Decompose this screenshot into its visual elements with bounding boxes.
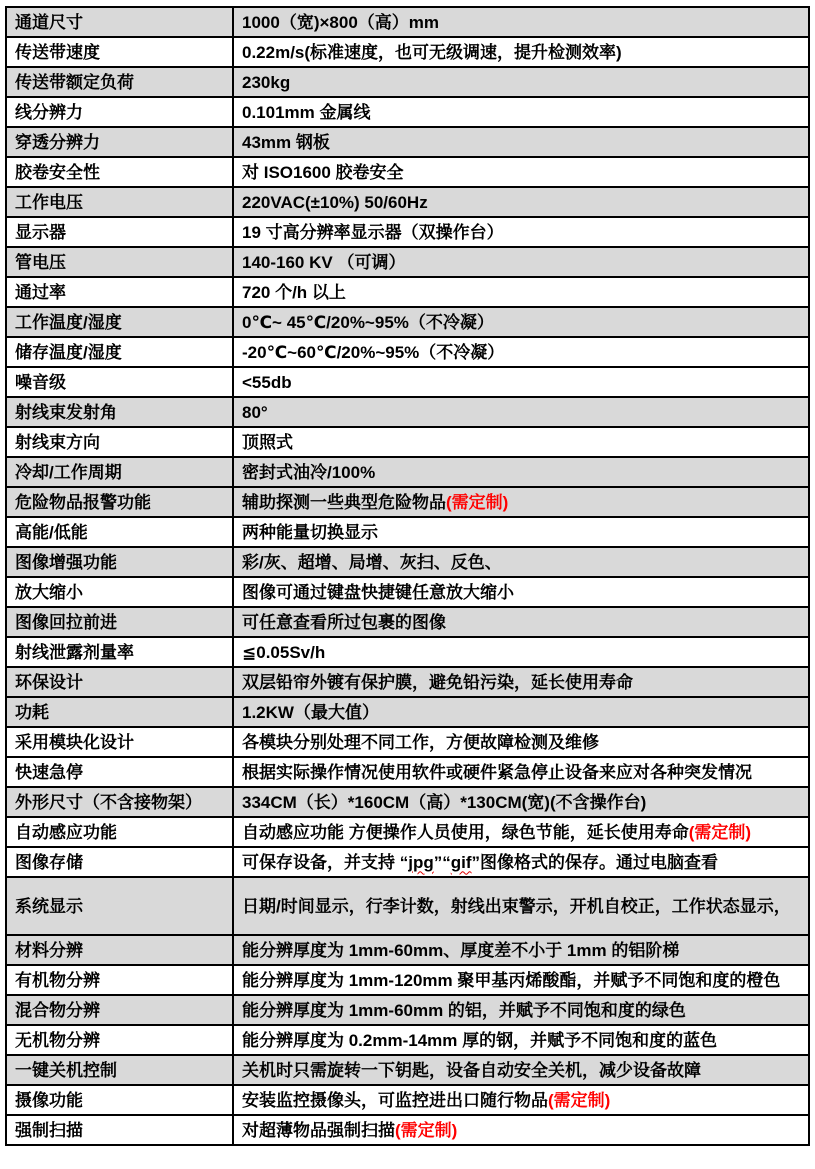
spec-name: 传送带额定负荷 bbox=[15, 72, 134, 92]
spec-value-segment: 可保存设备，并支持 “ bbox=[242, 852, 409, 872]
spec-value-segment: 根据实际操作情况使用软件或硬件紧急停止设备来应对各种突发情况 bbox=[242, 762, 752, 782]
spec-name: 环保设计 bbox=[15, 672, 83, 692]
table-row bbox=[6, 847, 809, 877]
table-row bbox=[6, 97, 809, 127]
spec-value-cell bbox=[233, 427, 809, 457]
spec-value-cell bbox=[233, 727, 809, 757]
spec-value-cell bbox=[233, 547, 809, 577]
table-row bbox=[6, 67, 809, 97]
spec-name: 线分辨力 bbox=[15, 102, 83, 122]
spec-name: 图像增强功能 bbox=[15, 552, 117, 572]
table-row bbox=[6, 427, 809, 457]
table-row bbox=[6, 757, 809, 787]
spec-value-segment: 43mm 钢板 bbox=[242, 132, 330, 152]
table-row bbox=[6, 127, 809, 157]
spec-name: 通道尺寸 bbox=[15, 12, 83, 32]
spec-value-cell bbox=[233, 157, 809, 187]
spec-name-cell bbox=[6, 637, 233, 667]
spec-name-cell bbox=[6, 607, 233, 637]
spec-name-cell bbox=[6, 247, 233, 277]
spec-value-cell bbox=[233, 217, 809, 247]
spec-name-cell bbox=[6, 367, 233, 397]
spec-name: 一键关机控制 bbox=[15, 1060, 117, 1080]
spec-value-cell bbox=[233, 607, 809, 637]
spec-name: 强制扫描 bbox=[15, 1120, 83, 1140]
spec-value-cell bbox=[233, 487, 809, 517]
spec-value-segment: (需定制) bbox=[446, 492, 509, 512]
spec-value-segment: 图像可通过键盘快捷键任意放大缩小 bbox=[242, 582, 514, 602]
spec-name: 材料分辨 bbox=[15, 940, 83, 960]
table-row bbox=[6, 965, 809, 995]
spec-value-segment: 辅助探测一些典型危险物品 bbox=[242, 492, 446, 512]
spec-value-segment: (需定制) bbox=[688, 822, 752, 842]
spec-value-segment: 19 寸高分辨率显示器（双操作台） bbox=[242, 222, 504, 242]
table-row bbox=[6, 1115, 809, 1145]
spec-value-cell bbox=[233, 847, 809, 877]
spec-name-cell bbox=[6, 217, 233, 247]
spec-value-segment: 能分辨厚度为 1mm-120mm 聚甲基丙烯酸酯，并赋予不同饱和度的橙色 bbox=[242, 970, 781, 990]
spec-name-cell bbox=[6, 307, 233, 337]
spec-value-segment: 顶照式 bbox=[242, 432, 293, 452]
spec-name-cell bbox=[6, 187, 233, 217]
spec-value-cell bbox=[233, 667, 809, 697]
spec-name: 图像回拉前进 bbox=[15, 612, 117, 632]
spec-value-segment: 两种能量切换显示 bbox=[242, 522, 378, 542]
table-row bbox=[6, 157, 809, 187]
spec-value-segment: gif bbox=[450, 852, 472, 872]
spec-value-segment: 1000（宽)×800（高）mm bbox=[242, 12, 440, 32]
spec-value-cell bbox=[233, 757, 809, 787]
spec-name: 混合物分辨 bbox=[15, 1000, 100, 1020]
spec-value-segment: 能分辨厚度为 1mm-60mm、厚度差不小于 1mm 的铝阶梯 bbox=[242, 940, 680, 960]
spec-name: 系统显示 bbox=[15, 896, 83, 916]
table-row bbox=[6, 607, 809, 637]
spec-name-cell bbox=[6, 1115, 233, 1145]
spec-name: 工作电压 bbox=[15, 192, 83, 212]
spec-value-segment: ”图像格式的保存。通过电脑查看 bbox=[471, 852, 719, 872]
table-row bbox=[6, 995, 809, 1025]
spec-name: 工作温度/湿度 bbox=[15, 312, 122, 332]
spec-value-segment: <55db bbox=[242, 372, 292, 392]
spec-value-cell bbox=[233, 367, 809, 397]
spec-value-cell bbox=[233, 995, 809, 1025]
table-row bbox=[6, 1025, 809, 1055]
spec-name-cell bbox=[6, 935, 233, 965]
spec-name-cell bbox=[6, 727, 233, 757]
spec-value-cell bbox=[233, 67, 809, 97]
spec-value-cell bbox=[233, 247, 809, 277]
spec-value-cell bbox=[233, 1055, 809, 1085]
spec-value-segment: 0.22m/s(标准速度，也可无级调速，提升检测效率) bbox=[242, 42, 622, 62]
table-row bbox=[6, 277, 809, 307]
spec-value-cell bbox=[233, 337, 809, 367]
spec-name-cell bbox=[6, 787, 233, 817]
spec-name-cell bbox=[6, 547, 233, 577]
spec-value-segment: 可任意查看所过包裹的图像 bbox=[242, 612, 446, 632]
table-row bbox=[6, 877, 809, 935]
spec-name: 胶卷安全性 bbox=[15, 162, 100, 182]
spec-table bbox=[5, 6, 810, 1146]
spec-value-segment: 日期/时间显示，行李计数，射线出束警示，开机自校正，工作状态显示， bbox=[242, 896, 791, 916]
spec-name-cell bbox=[6, 397, 233, 427]
spec-name-cell bbox=[6, 427, 233, 457]
spec-value-cell bbox=[233, 457, 809, 487]
spec-value-cell bbox=[233, 187, 809, 217]
spec-name-cell bbox=[6, 577, 233, 607]
table-row bbox=[6, 517, 809, 547]
spec-value-cell bbox=[233, 397, 809, 427]
spec-value-cell bbox=[233, 935, 809, 965]
spec-name: 射线束方向 bbox=[15, 432, 100, 452]
spec-value-cell bbox=[233, 277, 809, 307]
spec-name: 功耗 bbox=[15, 702, 49, 722]
spec-value-cell bbox=[233, 7, 809, 37]
spec-value-segment: 220VAC(±10%) 50/60Hz bbox=[242, 192, 428, 212]
spec-value-segment: 能分辨厚度为 1mm-60mm 的铝，并赋予不同饱和度的绿色 bbox=[242, 1000, 686, 1020]
spec-value-segment: 对超薄物品强制扫描 bbox=[242, 1120, 395, 1140]
spec-name: 显示器 bbox=[15, 222, 66, 242]
spec-value-cell bbox=[233, 637, 809, 667]
spec-value-segment: 关机时只需旋转一下钥匙，设备自动安全关机，减少设备故障 bbox=[242, 1060, 701, 1080]
spec-value-segment: 安装监控摄像头，可监控进出口随行物品 bbox=[242, 1090, 548, 1110]
spec-name: 高能/低能 bbox=[15, 522, 88, 542]
spec-name-cell bbox=[6, 1055, 233, 1085]
spec-value-segment: 对 ISO1600 胶卷安全 bbox=[242, 162, 404, 182]
table-row bbox=[6, 397, 809, 427]
spec-value-cell bbox=[233, 1115, 809, 1145]
spec-name: 通过率 bbox=[15, 282, 66, 302]
table-row bbox=[6, 667, 809, 697]
table-row bbox=[6, 457, 809, 487]
spec-name: 有机物分辨 bbox=[15, 970, 100, 990]
spec-name: 射线束发射角 bbox=[15, 402, 117, 422]
table-row bbox=[6, 727, 809, 757]
spec-value-segment: 140-160 KV （可调） bbox=[242, 252, 406, 272]
spec-value-cell bbox=[233, 37, 809, 67]
spec-value-segment: ”“ bbox=[433, 852, 451, 872]
spec-value-cell bbox=[233, 965, 809, 995]
spec-name: 穿透分辨力 bbox=[15, 132, 100, 152]
spec-value-segment: 彩/灰、超增、局增、灰扫、反色、 bbox=[242, 552, 502, 572]
spec-value-cell bbox=[233, 817, 809, 847]
spec-name-cell bbox=[6, 817, 233, 847]
spec-name-cell bbox=[6, 277, 233, 307]
spec-value-cell bbox=[233, 127, 809, 157]
spec-value-segment: 双层铅帘外镀有保护膜，避免铅污染，延长使用寿命 bbox=[242, 672, 633, 692]
table-row bbox=[6, 637, 809, 667]
spec-value-segment: 334CM（长）*160CM（高）*130CM(宽)(不含操作台) bbox=[242, 792, 647, 812]
spec-name-cell bbox=[6, 67, 233, 97]
table-row bbox=[6, 697, 809, 727]
spec-name: 采用模块化设计 bbox=[15, 732, 134, 752]
table-row bbox=[6, 1085, 809, 1115]
spec-value-segment: jpg bbox=[408, 852, 434, 872]
spec-table-body bbox=[6, 7, 809, 1145]
spec-value-segment: 1.2KW（最大值） bbox=[242, 702, 379, 722]
spec-value-segment: (需定制) bbox=[395, 1120, 458, 1140]
table-row bbox=[6, 935, 809, 965]
spec-value-segment: -20℃~60℃/20%~95%（不冷凝） bbox=[242, 342, 505, 362]
spec-name-cell bbox=[6, 457, 233, 487]
spec-value-cell bbox=[233, 307, 809, 337]
spec-value-segment: 80° bbox=[242, 402, 268, 422]
spec-name-cell bbox=[6, 7, 233, 37]
spec-name: 冷却/工作周期 bbox=[15, 462, 122, 482]
spec-name-cell bbox=[6, 127, 233, 157]
spec-name: 管电压 bbox=[15, 252, 66, 272]
spec-name: 外形尺寸（不含接物架） bbox=[15, 792, 202, 812]
spec-name-cell bbox=[6, 877, 233, 935]
spec-value-cell bbox=[233, 97, 809, 127]
spec-name: 快速急停 bbox=[15, 762, 83, 782]
spec-value-segment: 能分辨厚度为 0.2mm-14mm 厚的钢，并赋予不同饱和度的蓝色 bbox=[242, 1030, 718, 1050]
table-row bbox=[6, 817, 809, 847]
table-row bbox=[6, 787, 809, 817]
spec-value-cell bbox=[233, 1085, 809, 1115]
table-row bbox=[6, 217, 809, 247]
spec-name-cell bbox=[6, 1025, 233, 1055]
spec-name-cell bbox=[6, 37, 233, 67]
spec-name-cell bbox=[6, 697, 233, 727]
table-row bbox=[6, 487, 809, 517]
table-row bbox=[6, 187, 809, 217]
spec-name-cell bbox=[6, 157, 233, 187]
spec-name: 无机物分辨 bbox=[15, 1030, 100, 1050]
spec-name: 图像存储 bbox=[15, 852, 83, 872]
spec-value-segment: 密封式油冷/100% bbox=[242, 462, 376, 482]
table-row bbox=[6, 307, 809, 337]
spec-name: 放大缩小 bbox=[15, 582, 83, 602]
spec-value-cell bbox=[233, 697, 809, 727]
spec-name-cell bbox=[6, 97, 233, 127]
table-row bbox=[6, 37, 809, 67]
spec-name: 危险物品报警功能 bbox=[15, 492, 151, 512]
spec-name-cell bbox=[6, 995, 233, 1025]
spec-name-cell bbox=[6, 667, 233, 697]
spec-name-cell bbox=[6, 847, 233, 877]
spec-name: 自动感应功能 bbox=[15, 822, 117, 842]
spec-value-segment: 0.101mm 金属线 bbox=[242, 102, 371, 122]
table-row bbox=[6, 577, 809, 607]
spec-value-segment: 720 个/h 以上 bbox=[242, 282, 346, 302]
spec-value-segment: ≦0.05Sv/h bbox=[242, 642, 326, 662]
spec-name: 噪音级 bbox=[15, 372, 66, 392]
spec-name-cell bbox=[6, 487, 233, 517]
spec-value-cell bbox=[233, 577, 809, 607]
spec-value-segment: 0℃~ 45℃/20%~95%（不冷凝） bbox=[242, 312, 494, 332]
table-row bbox=[6, 337, 809, 367]
spec-name-cell bbox=[6, 757, 233, 787]
spec-value-segment: 自动感应功能 方便操作人员使用，绿色节能，延长使用寿命 bbox=[242, 822, 689, 842]
spec-name: 摄像功能 bbox=[15, 1090, 83, 1110]
spec-name-cell bbox=[6, 1085, 233, 1115]
spec-name-cell bbox=[6, 337, 233, 367]
spec-value-cell bbox=[233, 877, 809, 935]
spec-value-cell bbox=[233, 1025, 809, 1055]
spec-value-cell bbox=[233, 787, 809, 817]
table-row bbox=[6, 7, 809, 37]
table-row bbox=[6, 367, 809, 397]
spec-value-cell bbox=[233, 517, 809, 547]
table-row bbox=[6, 1055, 809, 1085]
spec-name: 储存温度/湿度 bbox=[15, 342, 122, 362]
spec-name-cell bbox=[6, 965, 233, 995]
table-row bbox=[6, 547, 809, 577]
spec-value-segment: (需定制) bbox=[548, 1090, 611, 1110]
spec-value-segment: 230kg bbox=[242, 72, 291, 92]
spec-name: 射线泄露剂量率 bbox=[15, 642, 134, 662]
spec-value-segment: 各模块分别处理不同工作，方便故障检测及维修 bbox=[242, 732, 599, 752]
spec-name-cell bbox=[6, 517, 233, 547]
table-row bbox=[6, 247, 809, 277]
spec-name: 传送带速度 bbox=[15, 42, 100, 62]
